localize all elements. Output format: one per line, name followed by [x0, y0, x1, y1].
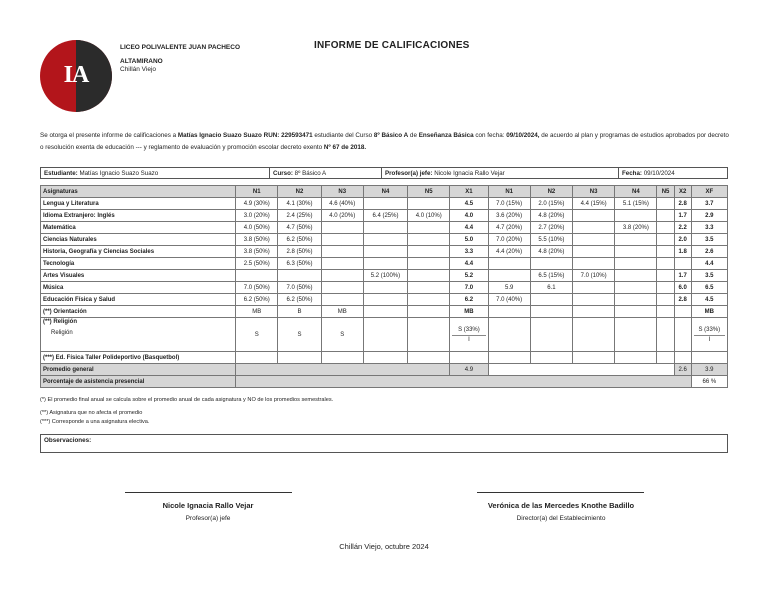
elective-cell	[657, 352, 674, 364]
grade-cell	[657, 198, 674, 210]
intro-text: Se otorga el presente informe de calificaciones a	[40, 132, 178, 139]
column-header: N1	[488, 186, 530, 198]
column-header: N2	[530, 186, 572, 198]
religion-s2-n3	[573, 318, 615, 352]
column-header: N3	[321, 186, 363, 198]
teacher-label: Profesor(a) jefe:	[385, 170, 433, 177]
grade-cell	[408, 246, 450, 258]
grade-cell	[657, 294, 674, 306]
grade-cell: 4.4	[450, 258, 488, 270]
religion-subname: Religión	[51, 330, 73, 336]
grade-cell	[657, 210, 674, 222]
grade-cell: 2.8	[674, 198, 691, 210]
subject-row	[41, 294, 728, 306]
grade-cell: 4.4	[450, 222, 488, 234]
subject-row	[41, 198, 728, 210]
average-blank	[236, 364, 450, 376]
grade-cell: 2.4 (25%)	[278, 210, 321, 222]
average-blank-2	[488, 364, 674, 376]
grade-cell: 5.0	[450, 234, 488, 246]
religion-n1: S	[236, 318, 278, 352]
grade-cell	[363, 294, 407, 306]
subject-name: (**) Orientación	[41, 306, 236, 318]
grade-cell	[236, 270, 278, 282]
grade-cell: 5.5 (10%)	[530, 234, 572, 246]
grade-cell	[363, 198, 407, 210]
subject-name: Ciencias Naturales	[41, 234, 236, 246]
grade-cell	[408, 234, 450, 246]
grade-cell: 7.0 (50%)	[278, 282, 321, 294]
grade-cell	[573, 294, 615, 306]
grade-cell: 7.0 (50%)	[236, 282, 278, 294]
grade-cell: 6.5 (15%)	[530, 270, 572, 282]
grade-cell	[488, 258, 530, 270]
footer-place-date: Chillán Viejo, octubre 2024	[339, 542, 429, 551]
grade-cell: 4.4 (20%)	[488, 246, 530, 258]
column-header: Asignaturas	[41, 186, 236, 198]
grade-cell: B	[278, 306, 321, 318]
subject-name: Idioma Extranjero: Inglés	[41, 210, 236, 222]
grade-cell	[408, 306, 450, 318]
note-final-average: (*) El promedio final anual se calcula sobre el promedio anual de cada asignatura y NO de los promedios semestrales.	[40, 397, 334, 403]
subject-row	[41, 222, 728, 234]
table-header-row	[41, 186, 728, 198]
attendance-value: 66 %	[691, 376, 727, 388]
grade-cell	[321, 294, 363, 306]
religion-xf-value: S (33%)	[698, 326, 721, 333]
elective-name: (***) Ed. Física Taller Polideportivo (Basquetbol)	[41, 352, 236, 364]
elective-cell	[321, 352, 363, 364]
grade-cell: 5.2	[450, 270, 488, 282]
grade-cell: 6.4 (25%)	[363, 210, 407, 222]
grade-cell: 3.3	[691, 222, 727, 234]
elective-cell	[573, 352, 615, 364]
grade-cell	[674, 306, 691, 318]
grade-cell	[657, 234, 674, 246]
religion-n4	[363, 318, 407, 352]
grade-cell	[321, 258, 363, 270]
grade-cell: 4.4	[691, 258, 727, 270]
grade-cell: 6.3 (50%)	[278, 258, 321, 270]
column-header: N2	[278, 186, 321, 198]
school-info	[120, 44, 240, 74]
note-no-average: (**) Asignatura que no afecta el promedio	[40, 410, 143, 416]
grade-cell	[615, 306, 657, 318]
elective-cell	[408, 352, 450, 364]
student-cell	[41, 168, 270, 178]
date-cell	[619, 168, 727, 178]
grade-cell	[573, 282, 615, 294]
religion-s2-n2	[530, 318, 572, 352]
intro-paragraph	[40, 130, 732, 154]
grade-cell	[530, 306, 572, 318]
grade-cell	[657, 246, 674, 258]
school-name: LICEO POLIVALENTE JUAN PACHECO	[120, 44, 241, 51]
elective-cell	[691, 352, 727, 364]
religion-n5	[408, 318, 450, 352]
grade-cell: 7.0 (20%)	[488, 234, 530, 246]
grade-cell	[363, 234, 407, 246]
grade-cell: 1.8	[674, 246, 691, 258]
course-value: 8º Básico A	[294, 170, 327, 177]
elective-row	[41, 352, 728, 364]
intro-text: estudiante del Curso	[312, 132, 374, 139]
subject-name: Historia, Geografía y Ciencias Sociales	[41, 246, 236, 258]
grade-cell	[573, 306, 615, 318]
subject-name: Matemática	[41, 222, 236, 234]
grade-cell: 7.0 (40%)	[488, 294, 530, 306]
grade-cell	[657, 258, 674, 270]
grade-cell: MB	[450, 306, 488, 318]
grade-cell: 2.8	[674, 294, 691, 306]
elective-cell	[530, 352, 572, 364]
religion-x1-value: S (33%)	[458, 326, 480, 333]
grade-cell	[573, 258, 615, 270]
grade-cell: 6.2 (50%)	[236, 294, 278, 306]
subject-row	[41, 258, 728, 270]
grade-cell: 7.0 (15%)	[488, 198, 530, 210]
grade-cell	[363, 306, 407, 318]
subject-row	[41, 270, 728, 282]
elective-cell	[615, 352, 657, 364]
grade-cell: 4.6 (40%)	[321, 198, 363, 210]
grade-cell: 6.2	[450, 294, 488, 306]
student-value: Matías Ignacio Suazo Suazo	[79, 170, 159, 177]
grade-cell: 2.8 (50%)	[278, 246, 321, 258]
religion-s2-n5	[657, 318, 674, 352]
grade-cell	[363, 258, 407, 270]
grade-cell	[488, 306, 530, 318]
grade-cell: 4.8 (20%)	[530, 246, 572, 258]
grade-cell	[615, 282, 657, 294]
grade-cell: 4.7 (20%)	[488, 222, 530, 234]
religion-x1	[450, 318, 488, 352]
grade-cell	[408, 198, 450, 210]
subject-row	[41, 234, 728, 246]
intro-level: Enseñanza Básica	[418, 132, 474, 139]
elective-cell	[363, 352, 407, 364]
elective-cell	[674, 352, 691, 364]
average-x2: 2.6	[674, 364, 691, 376]
grade-cell	[278, 270, 321, 282]
school-city: Chillán Viejo	[120, 66, 157, 73]
grade-cell: 4.0 (10%)	[408, 210, 450, 222]
intro-text: de	[408, 132, 419, 139]
grade-cell	[321, 282, 363, 294]
intro-text: con fecha:	[473, 132, 507, 139]
grade-cell	[674, 258, 691, 270]
grade-cell	[408, 282, 450, 294]
grade-cell	[615, 270, 657, 282]
subject-row	[41, 246, 728, 258]
column-header: XF	[691, 186, 727, 198]
intro-student: Matías Ignacio Suazo Suazo RUN: 229593471	[177, 132, 313, 139]
attendance-label: Porcentaje de asistencia presencial	[41, 376, 236, 388]
grade-cell: MB	[691, 306, 727, 318]
grade-cell	[363, 222, 407, 234]
attendance-row	[41, 376, 728, 388]
signature-line-left	[125, 492, 292, 493]
grade-cell	[408, 294, 450, 306]
grade-cell: 2.7 (20%)	[530, 222, 572, 234]
subject-row	[41, 306, 728, 318]
grade-cell	[321, 234, 363, 246]
grade-cell: 2.0	[674, 234, 691, 246]
grade-cell: 4.4 (15%)	[573, 198, 615, 210]
grade-cell	[408, 270, 450, 282]
religion-name-cell	[41, 318, 236, 352]
religion-xf-concept: I	[694, 335, 725, 343]
teacher-signature-name: Nicole Ignacia Rallo Vejar	[162, 501, 254, 510]
grade-cell: 3.8 (50%)	[236, 234, 278, 246]
grade-cell: 2.6	[691, 246, 727, 258]
grade-cell	[573, 210, 615, 222]
column-header: X2	[674, 186, 691, 198]
grade-cell: 7.0 (10%)	[573, 270, 615, 282]
grade-cell	[657, 222, 674, 234]
subject-name: Música	[41, 282, 236, 294]
teacher-cell	[382, 168, 619, 178]
grade-cell	[530, 294, 572, 306]
subject-name: Tecnología	[41, 258, 236, 270]
grade-cell	[615, 294, 657, 306]
grade-cell: 3.7	[691, 198, 727, 210]
observations-box	[40, 434, 728, 453]
grade-cell: 4.8 (20%)	[530, 210, 572, 222]
grade-cell: 3.8 (20%)	[615, 222, 657, 234]
elective-cell	[488, 352, 530, 364]
average-xf: 3.9	[691, 364, 727, 376]
grade-cell: 7.0	[450, 282, 488, 294]
grade-cell	[615, 210, 657, 222]
column-header: N5	[408, 186, 450, 198]
average-row	[41, 364, 728, 376]
religion-x1-concept: I	[452, 335, 485, 343]
grade-cell: 6.1	[530, 282, 572, 294]
elective-cell	[278, 352, 321, 364]
grade-cell: 3.8 (50%)	[236, 246, 278, 258]
grade-cell: 5.9	[488, 282, 530, 294]
grade-cell	[573, 234, 615, 246]
column-header: N5	[657, 186, 674, 198]
grade-cell: 4.7 (50%)	[278, 222, 321, 234]
grade-cell: 5.1 (15%)	[615, 198, 657, 210]
grade-cell	[573, 246, 615, 258]
religion-n2: S	[278, 318, 321, 352]
grade-cell: 3.6 (20%)	[488, 210, 530, 222]
religion-s2-n1	[488, 318, 530, 352]
religion-x2	[674, 318, 691, 352]
grade-cell: 4.1 (30%)	[278, 198, 321, 210]
grade-cell	[615, 246, 657, 258]
grade-cell	[363, 282, 407, 294]
director-signature-role: Director(a) del Establecimiento	[516, 515, 606, 522]
elective-cell	[450, 352, 488, 364]
student-label: Estudiante:	[44, 170, 78, 177]
religion-name: (**) Religión	[43, 319, 77, 325]
grade-cell: 1.7	[674, 210, 691, 222]
date-label: Fecha:	[622, 170, 642, 177]
grade-cell	[321, 222, 363, 234]
grade-cell	[363, 246, 407, 258]
course-label: Curso:	[273, 170, 293, 177]
grade-cell: 2.5 (50%)	[236, 258, 278, 270]
logo-monogram: IA	[63, 62, 89, 88]
grade-cell	[573, 222, 615, 234]
religion-row	[41, 318, 728, 352]
signature-line-right	[477, 492, 644, 493]
grade-cell: 4.5	[691, 294, 727, 306]
column-header: N3	[573, 186, 615, 198]
grade-cell: 2.2	[674, 222, 691, 234]
grade-cell: 6.5	[691, 282, 727, 294]
grade-cell	[408, 222, 450, 234]
grade-cell: MB	[236, 306, 278, 318]
grade-cell: 6.0	[674, 282, 691, 294]
intro-text: de acuerdo al plan y programas de estudios aprobados por decreto o resolución exenta de educación --- y reglamento de evaluación y promoción escolar decreto exento	[40, 132, 729, 151]
document-title: INFORME DE CALIFICACIONES	[314, 40, 470, 51]
subject-name: Educación Física y Salud	[41, 294, 236, 306]
grade-cell	[657, 306, 674, 318]
grade-cell: 1.7	[674, 270, 691, 282]
intro-decree: Nº 67 de 2018.	[323, 144, 367, 151]
grades-table	[40, 185, 728, 388]
director-signature-name: Verónica de las Mercedes Knothe Badillo	[487, 501, 635, 510]
subject-row	[41, 282, 728, 294]
grade-cell: 4.0 (50%)	[236, 222, 278, 234]
subject-name: Artes Visuales	[41, 270, 236, 282]
intro-date: 09/10/2024,	[506, 132, 540, 139]
grade-cell: 2.0 (15%)	[530, 198, 572, 210]
attendance-blank	[236, 376, 692, 388]
course-cell	[270, 168, 382, 178]
subject-name: Lengua y Literatura	[41, 198, 236, 210]
grade-cell	[657, 270, 674, 282]
religion-n3: S	[321, 318, 363, 352]
grade-cell	[530, 258, 572, 270]
grade-cell: 4.5	[450, 198, 488, 210]
grade-cell: 2.9	[691, 210, 727, 222]
grade-cell	[615, 234, 657, 246]
column-header: N4	[615, 186, 657, 198]
average-label: Promedio general	[41, 364, 236, 376]
grade-cell: 4.9 (30%)	[236, 198, 278, 210]
religion-s2-n4	[615, 318, 657, 352]
grade-cell: 3.5	[691, 234, 727, 246]
note-elective: (***) Corresponde a una asignatura electiva.	[40, 419, 150, 425]
elective-cell	[236, 352, 278, 364]
grade-cell	[408, 258, 450, 270]
grade-cell: 3.0 (20%)	[236, 210, 278, 222]
grade-cell: 3.5	[691, 270, 727, 282]
student-info-row	[40, 167, 728, 179]
date-value: 09/10/2024	[643, 170, 675, 177]
teacher-value: Nicole Ignacia Rallo Vejar	[434, 170, 505, 177]
grade-cell: 5.2 (100%)	[363, 270, 407, 282]
teacher-signature-role: Profesor(a) jefe	[185, 515, 231, 522]
school-logo	[40, 40, 112, 112]
grade-cell	[615, 258, 657, 270]
grade-cell: 4.0	[450, 210, 488, 222]
grade-cell: 6.2 (50%)	[278, 294, 321, 306]
column-header: N1	[236, 186, 278, 198]
grade-cell	[321, 246, 363, 258]
observations-label: Observaciones:	[44, 437, 92, 444]
grade-cell	[488, 270, 530, 282]
column-header: N4	[363, 186, 407, 198]
intro-course: 8º Básico A	[373, 132, 409, 139]
grade-cell	[657, 282, 674, 294]
school-name-2: ALTAMIRANO	[120, 58, 163, 65]
column-header: X1	[450, 186, 488, 198]
religion-xf	[691, 318, 727, 352]
grade-cell: MB	[321, 306, 363, 318]
grade-cell: 3.3	[450, 246, 488, 258]
average-x1: 4.9	[450, 364, 488, 376]
subject-row	[41, 210, 728, 222]
grade-cell: 4.0 (20%)	[321, 210, 363, 222]
grade-cell: 6.2 (50%)	[278, 234, 321, 246]
grade-cell	[321, 270, 363, 282]
